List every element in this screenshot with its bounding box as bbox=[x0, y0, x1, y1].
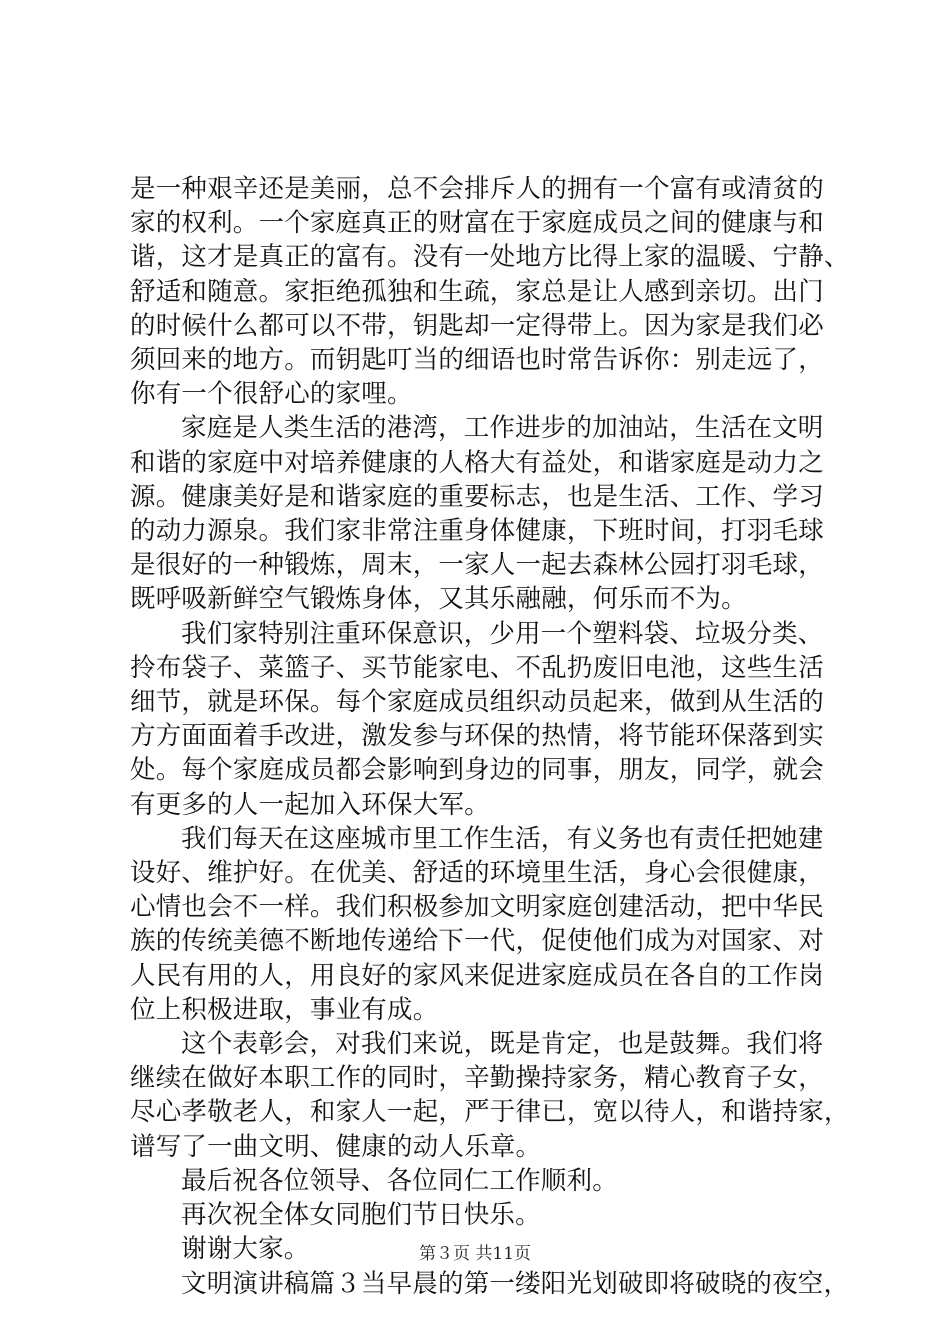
page-footer: 第３页 共11页 bbox=[418, 1244, 532, 1264]
body-text bbox=[130, 172, 850, 1301]
text-line: 的动力源泉。我们家非常注重身体健康，下班时间，打羽毛球 bbox=[130, 516, 824, 547]
text-line: 舒适和随意。家拒绝孤独和生疏，家总是让人感到亲切。出门 bbox=[130, 276, 824, 307]
text-line: 的时候什么都可以不带，钥匙却一定得带上。因为家是我们必 bbox=[130, 310, 824, 341]
text-line: 须回来的地方。而钥匙叮当的细语也时常告诉你：别走远了， bbox=[130, 345, 824, 376]
text-line: 家庭是人类生活的港湾，工作进步的加油站，生活在文明 bbox=[181, 413, 824, 444]
text-line: 尽心孝敬老人，和家人一起，严于律已，宽以待人，和谐持家， bbox=[130, 1097, 850, 1128]
text-line: 是很好的一种锻炼，周末，一家人一起去森林公园打羽毛球， bbox=[130, 550, 824, 581]
text-line: 有更多的人一起加入环保大军。 bbox=[130, 789, 490, 820]
text-line: 我们家特别注重环保意识，少用一个塑料袋、垃圾分类、 bbox=[181, 618, 824, 649]
text-line: 是一种艰辛还是美丽，总不会排斥人的拥有一个富有或清贫的 bbox=[130, 174, 824, 204]
text-line: 人民有用的人，用良好的家风来促进家庭成员在各自的工作岗 bbox=[130, 960, 824, 991]
text-line: 位上积极进取，事业有成。 bbox=[130, 994, 439, 1025]
text-line: 拎布袋子、菜篮子、买节能家电、不乱扔废旧电池，这些生活 bbox=[130, 652, 824, 683]
text-line: 和谐的家庭中对培养健康的人格大有益处，和谐家庭是动力之 bbox=[130, 447, 824, 478]
text-line: 家的权利。一个家庭真正的财富在于家庭成员之间的健康与和 bbox=[130, 208, 824, 239]
text-line: 细节，就是环保。每个家庭成员组织动员起来，做到从生活的 bbox=[130, 687, 824, 718]
text-line: 这个表彰会，对我们来说，既是肯定，也是鼓舞。我们将 bbox=[181, 1029, 824, 1060]
text-line: 再次祝全体女同胞们节日快乐。 bbox=[181, 1200, 541, 1231]
text-line: 族的传统美德不断地传递给下一代，促使他们成为对国家、对 bbox=[130, 926, 824, 957]
text-line: 我们每天在这座城市里工作生活，有义务也有责任把她建 bbox=[181, 823, 824, 854]
text-line: 最后祝各位领导、各位同仁工作顺利。 bbox=[181, 1165, 618, 1196]
text-line: 源。健康美好是和谐家庭的重要标志，也是生活、工作、学习 bbox=[130, 481, 824, 512]
text-line: 你有一个很舒心的家哩。 bbox=[130, 379, 413, 410]
text-line: 既呼吸新鲜空气锻炼身体，又其乐融融，何乐而不为。 bbox=[130, 584, 747, 615]
text-line: 处。每个家庭成员都会影响到身边的同事，朋友，同学，就会 bbox=[130, 755, 824, 786]
text-line: 谱写了一曲文明、健康的动人乐章。 bbox=[130, 1131, 542, 1162]
text-line: 谐，这才是真正的富有。没有一处地方比得上家的温暖、宁静、 bbox=[130, 242, 850, 273]
text-line: 文明演讲稿篇３当早晨的第一缕阳光划破即将破晓的夜空， bbox=[181, 1268, 850, 1299]
text-line: 继续在做好本职工作的同时，辛勤操持家务，精心教育子女， bbox=[130, 1063, 824, 1094]
text-line: 心情也会不一样。我们积极参加文明家庭创建活动，把中华民 bbox=[130, 892, 824, 923]
text-line: 谢谢大家。 bbox=[181, 1234, 310, 1265]
text-line: 方方面面着手改进，激发参与环保的热情，将节能环保落到实 bbox=[130, 721, 824, 752]
text-line: 设好、维护好。在优美、舒适的环境里生活，身心会很健康， bbox=[130, 858, 824, 889]
